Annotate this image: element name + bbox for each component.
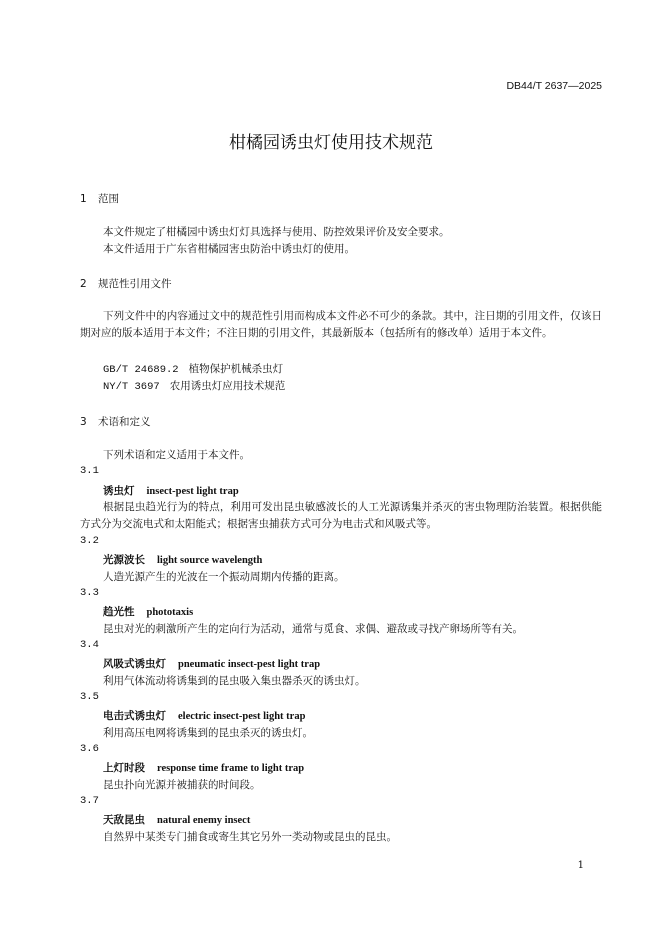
section-2-heading: [80, 276, 172, 291]
scope-paragraph-1: 本文件规定了柑橘园中诱虫灯灯具选择与使用、防控效果评价及安全要求。: [103, 226, 450, 238]
term-en: natural enemy insect: [157, 815, 251, 826]
term-heading: [103, 604, 193, 619]
page-title: 柑橘园诱虫灯使用技术规范: [229, 133, 433, 153]
reference-name: 植物保护机械杀虫灯: [188, 363, 284, 375]
scope-paragraph-2: 本文件适用于广东省柑橘园害虫防治中诱虫灯的使用。: [103, 243, 355, 255]
term-number: 3.2: [80, 535, 99, 547]
section-title: 术语和定义: [98, 416, 151, 428]
term-heading: [103, 760, 304, 775]
term-cn: 诱虫灯: [103, 485, 135, 497]
term-cn: 风吸式诱虫灯: [103, 658, 166, 670]
term-heading: [103, 552, 262, 567]
term-heading: [103, 656, 320, 671]
term-en: insect-pest light trap: [146, 486, 239, 497]
term-definition: 利用高压电网将诱集到的昆虫杀灭的诱虫灯。: [103, 727, 313, 739]
term-definition: 自然界中某类专门捕食或寄生其它另外一类动物或昆虫的昆虫。: [103, 831, 397, 843]
term-heading: [103, 483, 239, 498]
term-definition: 利用气体流动将诱集到的昆虫吸入集虫器杀灭的诱虫灯。: [103, 675, 366, 687]
term-cn: 电击式诱虫灯: [103, 710, 166, 722]
term-number: 3.5: [80, 691, 99, 703]
reference-name: 农用诱虫灯应用技术规范: [169, 380, 286, 392]
term-cn: 光源波长: [103, 554, 145, 566]
term-number: 3.4: [80, 639, 99, 651]
term-definition: 昆虫对光的刺激所产生的定向行为活动，通常与觅食、求偶、避敌或寻找产卵场所等有关。: [103, 623, 523, 635]
term-definition: 昆虫扑向光源并被捕获的时间段。: [103, 779, 261, 791]
term-en: response time frame to light trap: [157, 763, 305, 774]
section-number: 3: [80, 416, 87, 428]
reference-code: NY/T 3697: [103, 381, 160, 393]
term-en: light source wavelength: [157, 555, 263, 566]
reference-item: [103, 378, 285, 393]
term-number: 3.6: [80, 743, 99, 755]
term-cn: 天敌昆虫: [103, 814, 145, 826]
term-heading: [103, 708, 305, 723]
term-number: 3.7: [80, 795, 99, 807]
reference-code: GB/T 24689.2: [103, 364, 179, 376]
reference-item: [103, 361, 283, 376]
section-1-heading: [80, 191, 119, 206]
term-number: 3.1: [80, 465, 99, 477]
term-cn: 上灯时段: [103, 762, 145, 774]
page-number: 1: [577, 860, 584, 871]
document-number: DB44/T 2637—2025: [506, 80, 602, 92]
term-cn: 趋光性: [103, 606, 135, 618]
term-en: electric insect-pest light trap: [178, 711, 306, 722]
term-definition: 根据昆虫趋光行为的特点，利用可发出昆虫敏感波长的人工光源诱集并杀灭的害虫物理防治装置。根据供能方式分为交流电式和太阳能式；根据害虫捕获方式可分为电击式和风吸式等。: [80, 501, 602, 530]
section-number: 1: [80, 193, 87, 205]
term-heading: [103, 812, 250, 827]
section-title: 范围: [98, 193, 119, 205]
section-3-heading: [80, 414, 151, 429]
terms-intro: 下列术语和定义适用于本文件。: [103, 449, 250, 461]
section-title: 规范性引用文件: [98, 278, 172, 290]
term-en: phototaxis: [146, 607, 194, 618]
term-number: 3.3: [80, 587, 99, 599]
section-number: 2: [80, 278, 87, 290]
term-definition: 人造光源产生的光波在一个振动周期内传播的距离。: [103, 571, 345, 583]
term-en: pneumatic insect-pest light trap: [178, 659, 321, 670]
normative-references-paragraph: 下列文件中的内容通过文中的规范性引用而构成本文件必不可少的条款。其中，注日期的引用文件，仅该日期对应的版本适用于本文件；不注日期的引用文件，其最新版本（包括所有的修改单）适用于本文件。: [80, 310, 602, 339]
